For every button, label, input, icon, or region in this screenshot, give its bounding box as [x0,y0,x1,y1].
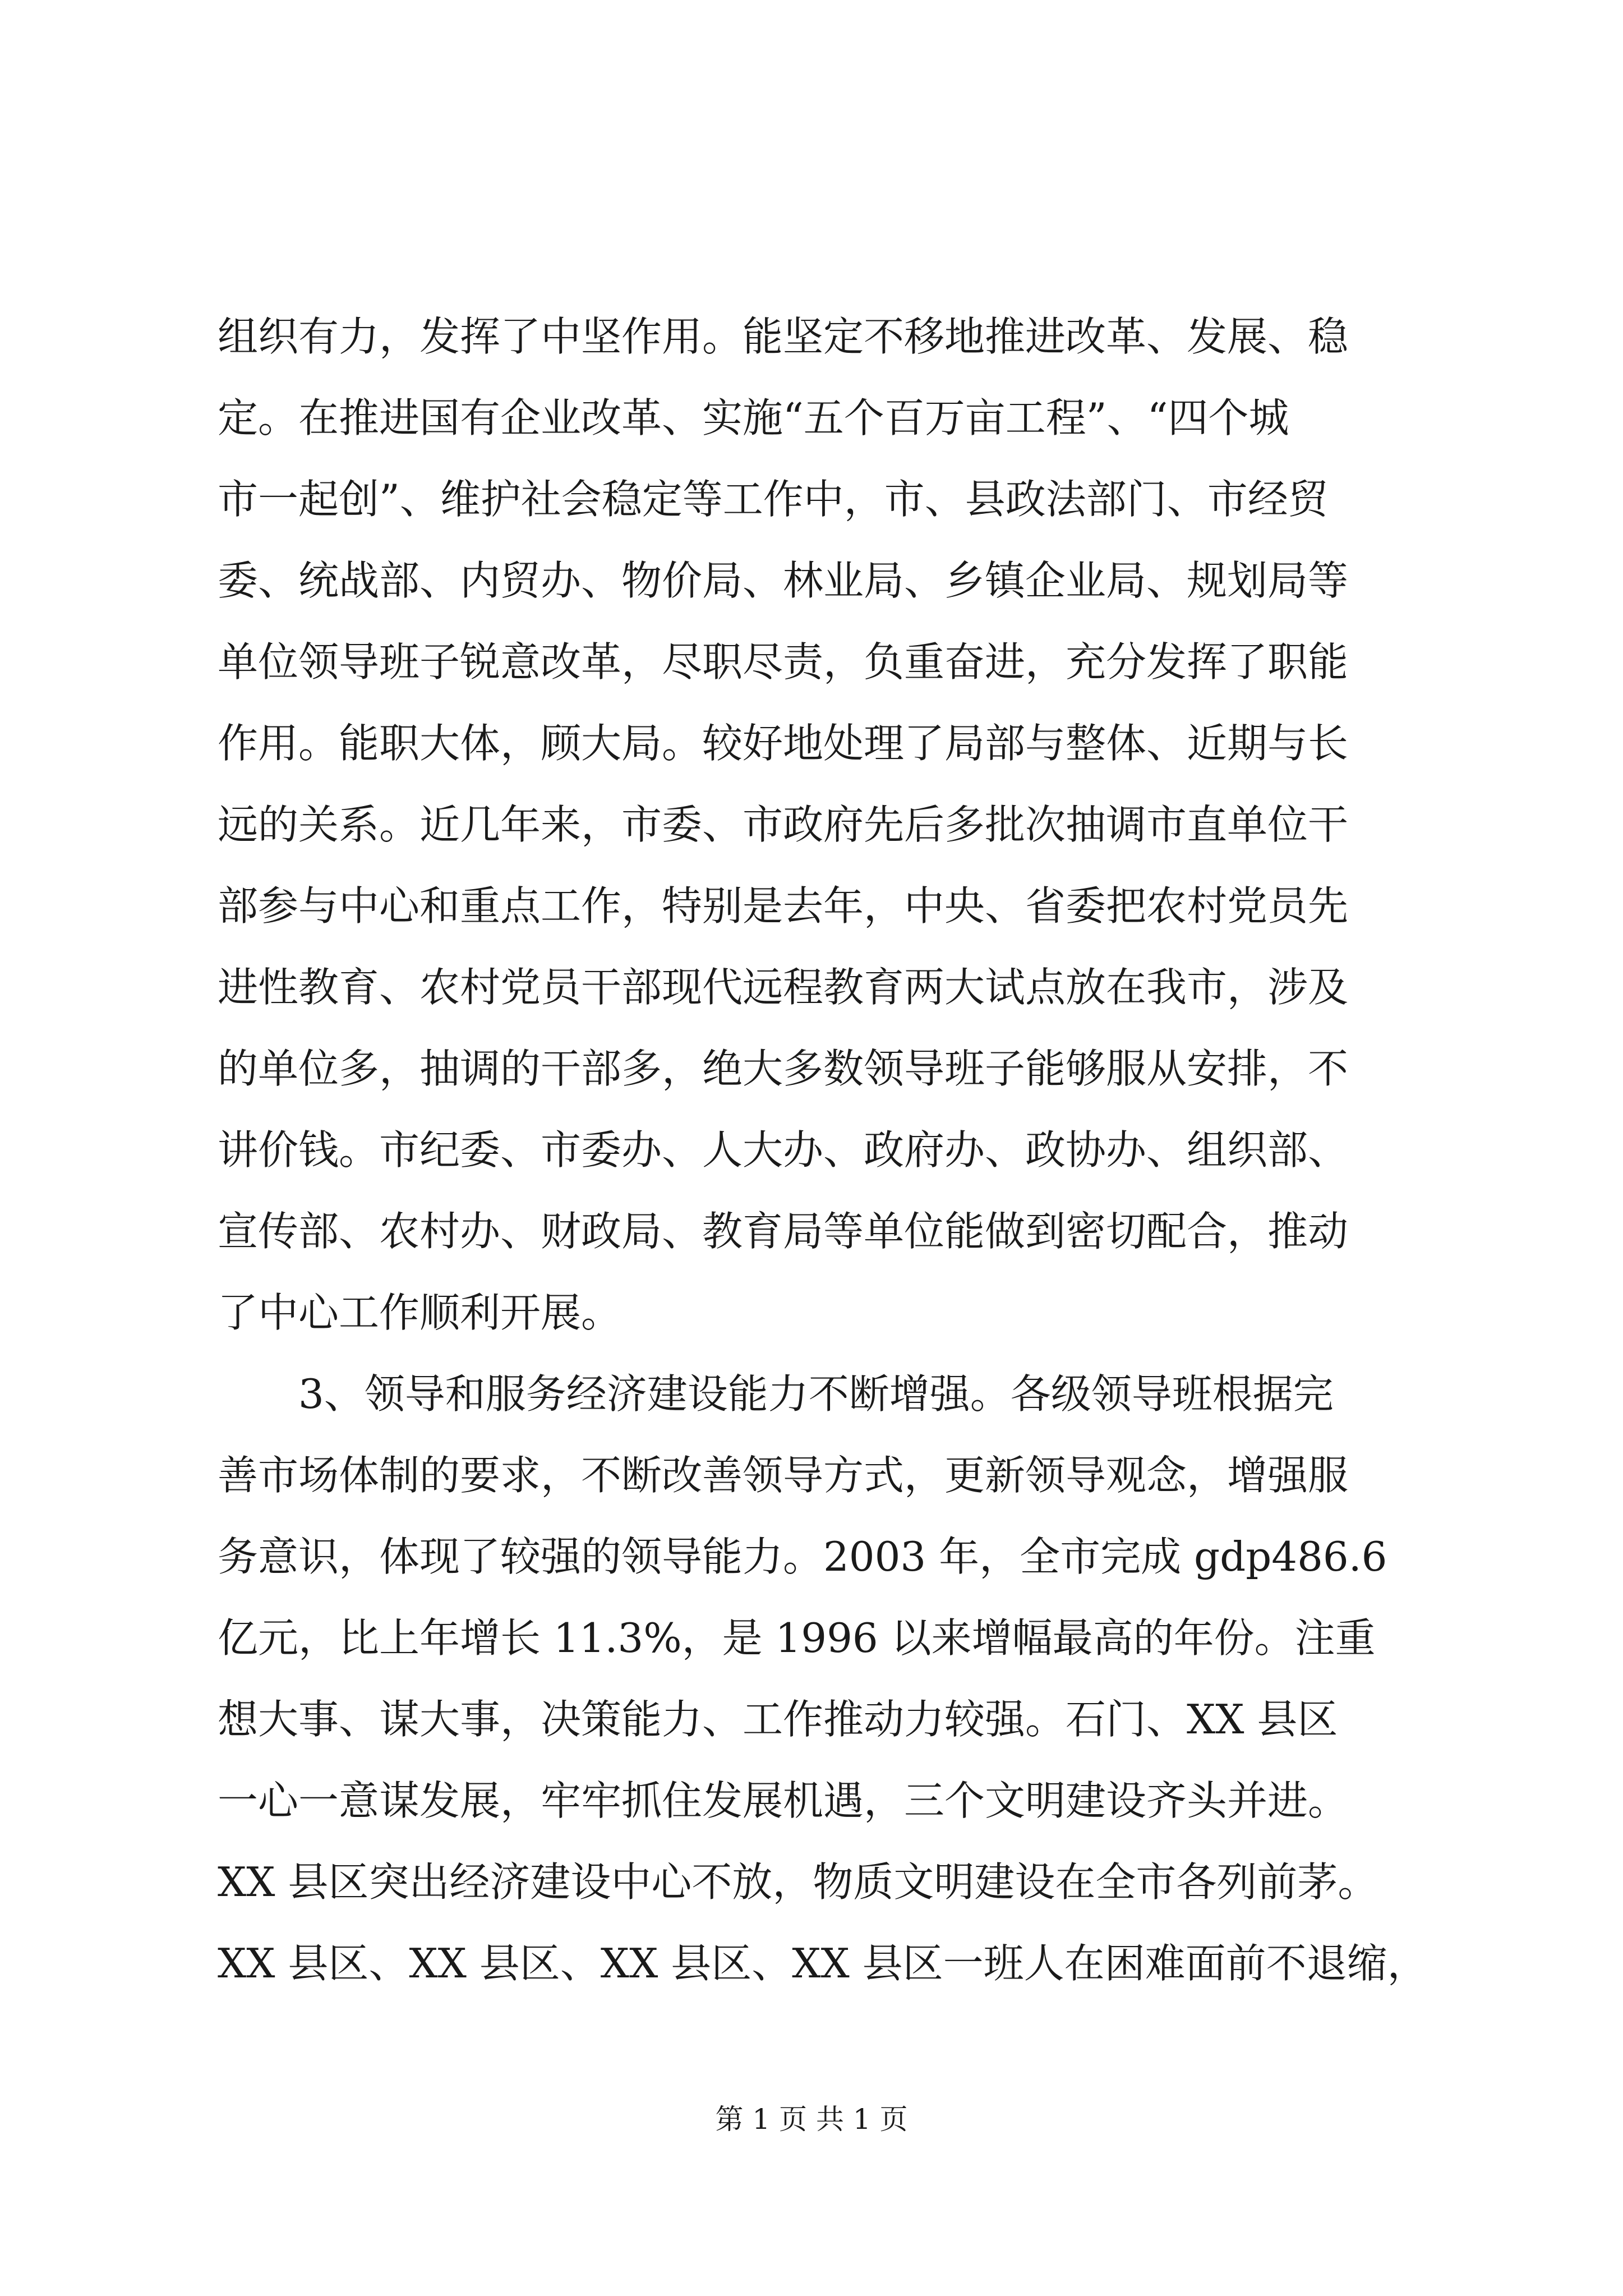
text-line: 一心一意谋发展，牢牢抓住发展机遇，三个文明建设齐头并进。 [218,1777,1349,1824]
text-line: XX 县区、XX 县区、XX 县区、XX 县区一班人在困难面前不退缩， [218,1940,1428,1987]
page-number-label: 第 1 页 共 1 页 [715,2103,908,2136]
text-line: 进性教育、农村党员干部现代远程教育两大试点放在我市，涉及 [218,964,1349,1011]
text-line: XX 县区突出经济建设中心不放，物质文明建设在全市各列前茅。 [218,1858,1378,1906]
text-line: 善市场体制的要求，不断改善领导方式，更新领导观念，增强服 [218,1452,1349,1499]
text-line: 亿元，比上年增长 11.3%，是 1996 以来增幅最高的年份。注重 [218,1614,1376,1662]
text-line: 讲价钱。市纪委、市委办、人大办、政府办、政协办、组织部、 [218,1126,1349,1174]
text-line: 远的关系。近几年来，市委、市政府先后多批次抽调市直单位干 [218,801,1349,848]
text-line: 单位领导班子锐意改革，尽职尽责，负重奋进，充分发挥了职能 [218,638,1349,685]
body-text [218,296,1433,2004]
text-line: 想大事、谋大事，决策能力、工作推动力较强。石门、XX 县区 [218,1696,1338,1743]
text-line: 了中心工作顺利开展。 [218,1289,622,1336]
text-line: 组织有力，发挥了中坚作用。能坚定不移地推进改革、发展、稳 [218,313,1349,360]
text-line: 定。在推进国有企业改革、实施“五个百万亩工程”、“四个城 [218,394,1289,441]
text-line: 市一起创”、维护社会稳定等工作中，市、县政法部门、市经贸 [218,476,1329,523]
text-line: 3、领导和服务经济建设能力不断增强。各级领导班根据完 [218,1370,1334,1418]
text-line: 宣传部、农村办、财政局、教育局等单位能做到密切配合，推动 [218,1208,1349,1255]
text-line: 委、统战部、内贸办、物价局、林业局、乡镇企业局、规划局等 [218,557,1349,604]
text-line: 务意识，体现了较强的领导能力。2003 年，全市完成 gdp486.6 [218,1533,1387,1580]
text-line: 的单位多，抽调的干部多，绝大多数领导班子能够服从安排，不 [218,1045,1349,1092]
page-footer [0,2097,1623,2137]
text-line: 部参与中心和重点工作，特别是去年，中央、省委把农村党员先 [218,882,1349,930]
text-line: 作用。能职大体，顾大局。较好地处理了局部与整体、近期与长 [218,720,1349,767]
